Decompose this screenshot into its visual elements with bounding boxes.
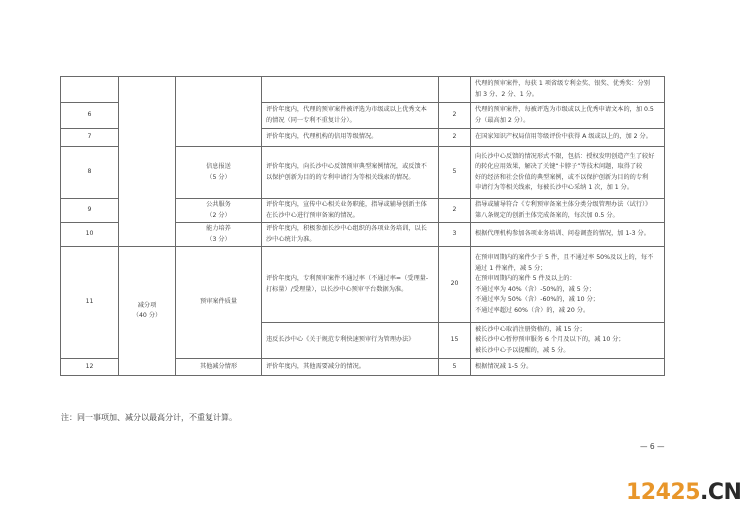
cell-line: 代理的预审案件，每获 1 项省级专利金奖、银奖、优秀奖：分别 [475,80,650,87]
table-row [61,247,665,323]
cell-line: （2 分） [206,211,231,219]
cell-line: （3 分） [206,235,231,243]
cell-line: 打标量）/受理量），以长沙中心预审平台数据为准。 [266,285,408,293]
table-footnote: 注：同一事项加、减分以最高分计，不重复计算。 [61,413,237,422]
row-number-cell: 10 [61,223,119,247]
cell-line: 好的经济和社会价值的典型案例，或不以保护创新为目的的专利 [475,173,649,181]
cell-line: 沙中心统计为准。 [266,235,316,243]
cell-line: 在预审周期内的案件 5 件及以上的： [475,275,576,282]
site-watermark-logo [626,480,741,505]
cell-line: 公共服务 [206,201,231,208]
row-number-cell: 12 [61,359,119,376]
logo-number: 12425 [626,480,701,505]
cell-line: 评价年度内，专利预审案件不通过率（不通过率=（受理量- [266,275,429,282]
score-cell: 5 [439,147,471,199]
cell-line: 根据情况减 1-5 分。 [475,362,533,370]
row-number-cell [61,77,119,103]
description-cell [262,223,439,247]
cell-line: （40 分） [132,312,162,319]
score-cell: 2 [439,129,471,147]
cell-line: 通过 1 件案件，减 5 分； [475,264,547,272]
rule-cell [471,77,665,103]
cell-line: 在长沙中心进行预审备案的情况。 [266,211,359,219]
cell-line: 申请行为等相关线索，每被长沙中心采纳 1 次，加 1 分。 [475,184,634,191]
cell-line: 预审案件质量 [199,298,238,306]
rule-cell [471,129,665,147]
rule-cell [471,103,665,129]
cell-line: 评价年度内，代理机构的信用等级情况。 [266,133,378,141]
category-cell [119,247,176,376]
category-cell [119,77,176,247]
score-cell: 2 [439,199,471,223]
description-cell [262,77,439,103]
page-number: — 6 — [640,442,665,451]
cell-line: 评价年度内，代理的预审案件被评选为市级或以上优秀文本 [266,106,427,113]
cell-line: 根据代理机构参加各项业务培训、问卷调查的情况，加 1-3 分。 [475,230,650,238]
cell-line: 被长沙中心取消注册资格的，减 15 分； [475,325,586,333]
item-cell [176,77,262,147]
cell-line: 不通过率超过 60%（含）的，减 20 分。 [475,306,590,314]
item-cell [176,359,262,376]
score-cell: 15 [439,323,471,359]
cell-line: 代理的预审案件，每被评选为市级或以上优秀申请文本的，加 0.5 [475,106,654,113]
row-number-cell: 11 [61,247,119,359]
cell-line: 向长沙中心反馈的情况形式不限，包括：授权发明创造产生了较好 [475,152,655,160]
cell-line: 被长沙中心暂停预审服务 6 个月及以下的，减 10 分； [475,336,625,344]
cell-line: 不通过率为 40%（含）-50%的，减 5 分； [475,285,596,293]
item-cell [176,247,262,359]
cell-line: 评价年度内，宣传中心相关业务职能，指导或辅导创新主体 [266,201,427,208]
score-cell [439,77,471,103]
description-cell [262,147,439,199]
rule-cell [471,147,665,199]
cell-line: 第八条规定的创新主体完成备案的，每次加 0.5 分。 [475,211,619,219]
row-number-cell: 9 [61,199,119,223]
cell-line: 评价年度内，其他需要减分的情况。 [266,362,365,370]
row-number-cell: 8 [61,147,119,199]
cell-line: 分（最高加 2 分）。 [475,116,530,124]
cell-line: 指导或辅导符合《专利预审备案主体分类分级管理办法（试行）》 [475,201,652,208]
logo-domain: .CN [700,480,741,505]
item-cell [176,223,262,247]
rule-cell [471,359,665,376]
cell-line: 在预审周期内的案件少于 5 件，且不通过率 50%及以上的，每不 [475,254,654,261]
row-number-cell: 7 [61,129,119,147]
cell-line: 违反长沙中心《关于规范专利快速预审行为管理办法》 [266,336,415,344]
cell-line: 在国家知识产权局信用等级评价中获得 A 级或以上的，加 2 分。 [475,133,652,141]
scoring-table [60,76,665,376]
description-cell [262,247,439,323]
description-cell [262,129,439,147]
cell-line: （5 分） [206,173,231,181]
cell-line: 评价年度内，积极参加长沙中心组织的各项业务培训，以长 [266,225,427,232]
row-number-cell: 6 [61,103,119,129]
cell-line: 以保护创新为目的的专利申请行为等相关线索的情况。 [266,173,415,181]
cell-line: 被长沙中心予以提醒的，减 5 分。 [475,346,570,354]
rule-cell [471,223,665,247]
rule-cell [471,323,665,359]
cell-line: 减分项 [137,301,157,309]
cell-line: 的情况（同一专利不重复计分）。 [266,116,356,124]
rule-cell [471,247,665,323]
cell-line: 加 3 分、2 分、1 分。 [475,90,538,98]
description-cell [262,359,439,376]
score-cell: 2 [439,103,471,129]
cell-line: 不通过率为 50%（含）-60%的，减 10 分； [475,296,599,303]
cell-line: 其他减分情形 [199,362,238,370]
item-cell [176,199,262,223]
score-cell: 3 [439,223,471,247]
cell-line: 的转化应用效果，解决了关键“卡脖子”等技术问题，取得了较 [475,163,643,170]
cell-line: 评价年度内，向长沙中心反馈预审典型案例情况，或反馈不 [266,163,427,170]
score-cell: 20 [439,247,471,323]
rule-cell [471,199,665,223]
item-cell [176,147,262,199]
description-cell [262,323,439,359]
score-cell: 5 [439,359,471,376]
table-row [61,77,665,103]
cell-line: 能力培养 [206,225,231,232]
cell-line: 信息报送 [206,163,231,170]
description-cell [262,199,439,223]
description-cell [262,103,439,129]
